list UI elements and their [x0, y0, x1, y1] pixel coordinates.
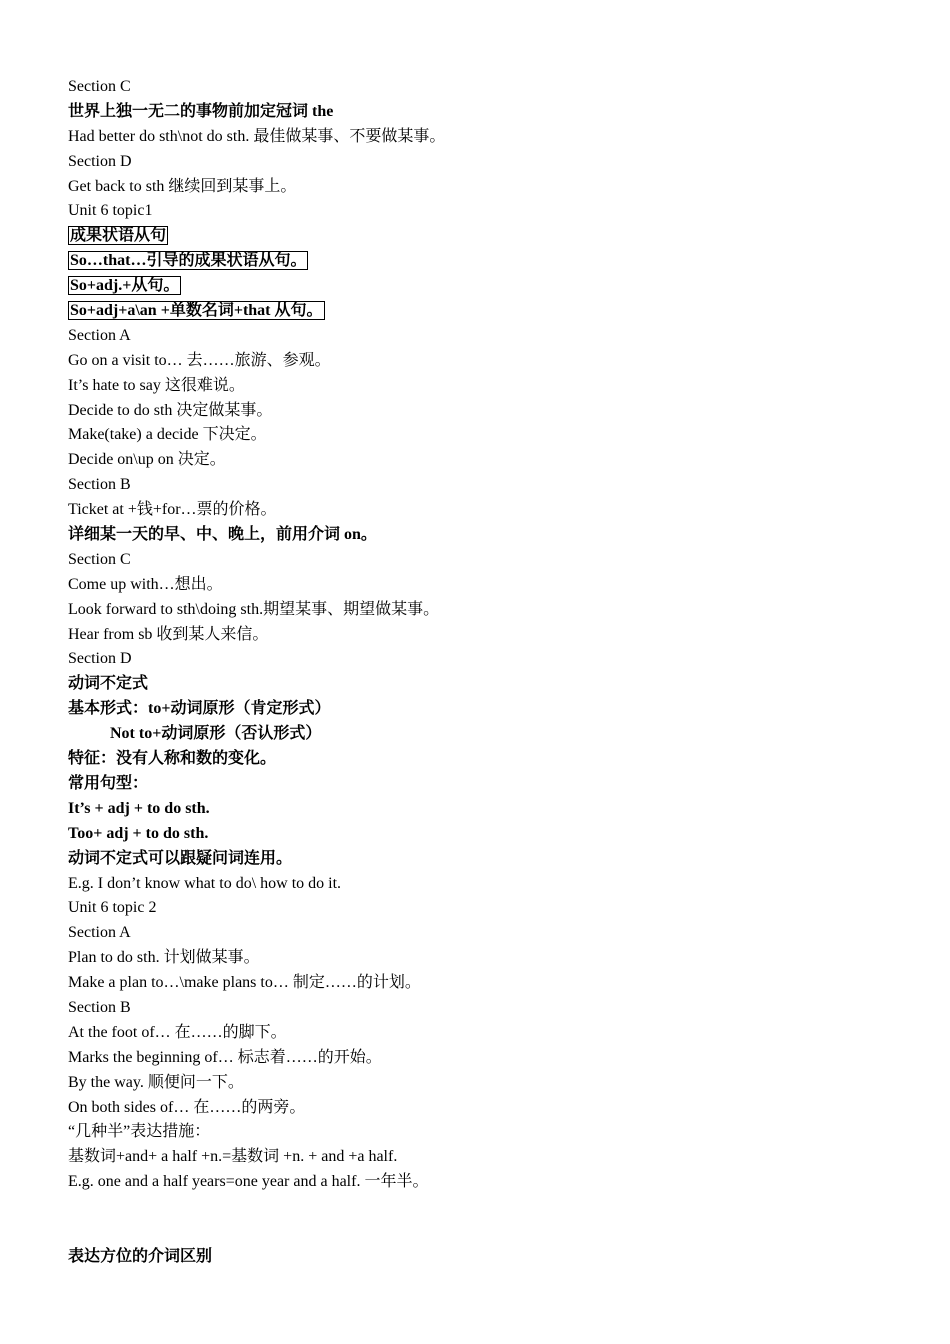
text-line: Section D — [68, 650, 132, 668]
bold-text-line: 动词不定式可以跟疑问词连用。 — [68, 849, 293, 867]
text-line: Plan to do sth. 计划做某事。 — [68, 949, 260, 967]
text-line: Go on a visit to… 去……旅游、参观。 — [68, 351, 331, 369]
text-line: E.g. I don’t know what to do\ how to do it. — [68, 874, 342, 892]
bold-text-line: 表达方位的介词区别 — [68, 1247, 213, 1265]
boxed-heading-line — [68, 224, 888, 249]
boxed-heading-line — [68, 249, 888, 274]
text-line: Section D — [68, 152, 132, 170]
text-line: On both sides of… 在……的两旁。 — [68, 1098, 306, 1116]
text-line: Decide on\up on 决定。 — [68, 451, 226, 469]
text-line: Come up with…想出。 — [68, 575, 223, 593]
text-line: Marks the beginning of… 标志着……的开始。 — [68, 1048, 382, 1066]
blank-spacer — [68, 1195, 888, 1245]
text-line: Section B — [68, 476, 131, 494]
text-line: Section C — [68, 78, 131, 95]
text-line: E.g. one and a half years=one year and a half. 一年半。 — [68, 1173, 429, 1191]
text-line: Look forward to sth\doing sth.期望某事、期望做某事。 — [68, 600, 440, 618]
document-body — [68, 75, 888, 1270]
bold-text-line: 常用句型： — [68, 774, 149, 792]
text-line: Section A — [68, 326, 131, 344]
boxed-heading-text: 成果状语从句 — [70, 227, 167, 245]
text-line: At the foot of… 在……的脚下。 — [68, 1023, 287, 1041]
text-line: Section A — [68, 924, 131, 942]
bold-text-line: 动词不定式 — [68, 675, 149, 693]
text-line: Ticket at +钱+for…票的价格。 — [68, 501, 277, 519]
boxed-heading-text: So+adj.+从句。 — [70, 277, 180, 295]
bold-text-line: 基本形式：to+动词原形（肯定形式） — [68, 700, 331, 718]
text-line: Get back to sth 继续回到某事上。 — [68, 177, 297, 195]
bold-text-line: 世界上独一无二的事物前加定冠词 the — [68, 102, 334, 120]
bold-text-line: 详细某一天的早、中、晚上，前用介词 on。 — [68, 526, 377, 544]
text-line: Make(take) a decide 下决定。 — [68, 426, 267, 444]
boxed-heading-text: So…that…引导的成果状语从句。 — [70, 252, 307, 270]
text-line: Section C — [68, 550, 131, 568]
bold-text-line: 特征：没有人称和数的变化。 — [68, 750, 277, 768]
boxed-heading-line — [68, 299, 888, 324]
bold-text-line: Not to+动词原形（否认形式） — [110, 725, 322, 743]
text-line: Make a plan to…\make plans to… 制定……的计划。 — [68, 974, 421, 992]
text-line: “几种半”表达措施： — [68, 1123, 211, 1141]
text-line: 基数词+and+ a half +n.=基数词 +n. + and +a half. — [68, 1148, 398, 1166]
boxed-heading-line — [68, 274, 888, 299]
bold-text-line: Too+ adj + to do sth. — [68, 824, 209, 842]
text-line: Unit 6 topic1 — [68, 202, 153, 220]
boxed-heading-text: So+adj+a\an +单数名词+that 从句。 — [70, 302, 323, 320]
text-line: It’s hate to say 这很难说。 — [68, 376, 245, 394]
text-line: Decide to do sth 决定做某事。 — [68, 401, 273, 419]
text-line: By the way. 顺便问一下。 — [68, 1073, 244, 1091]
text-line: Section B — [68, 998, 131, 1016]
text-line: Hear from sb 收到某人来信。 — [68, 625, 269, 643]
text-line: Had better do sth\not do sth. 最佳做某事、不要做某事。 — [68, 127, 446, 145]
bold-text-line: It’s + adj + to do sth. — [68, 799, 210, 817]
text-line: Unit 6 topic 2 — [68, 899, 157, 917]
